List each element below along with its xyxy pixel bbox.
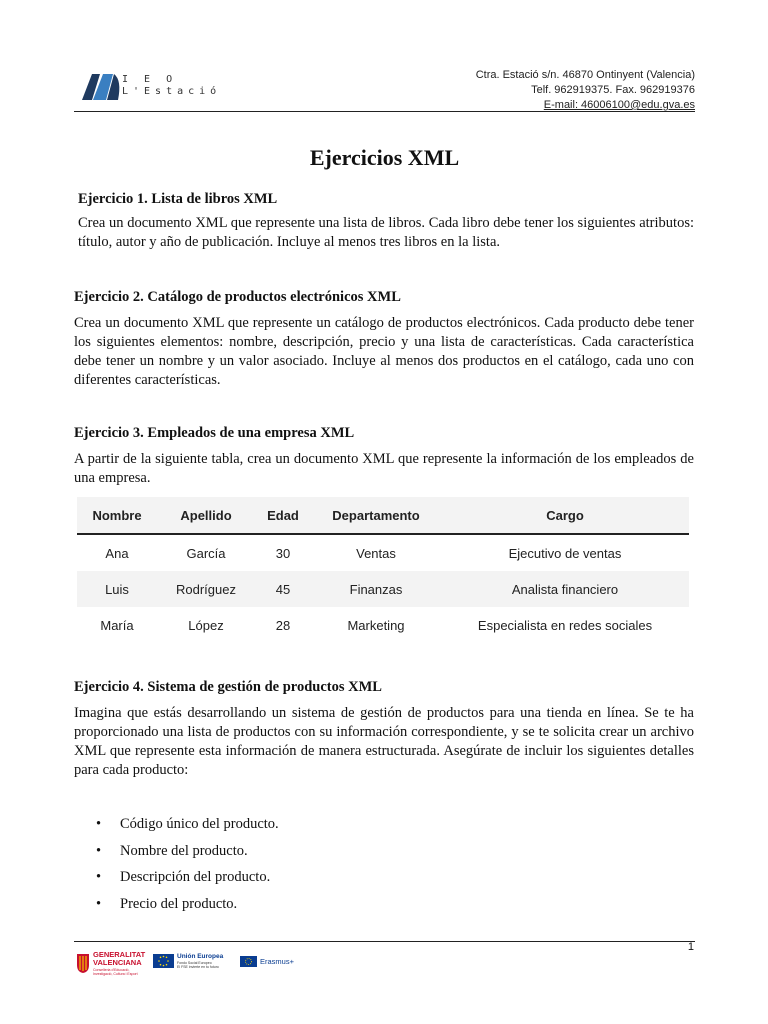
header-divider: [74, 111, 695, 112]
list-item: • Código único del producto.: [96, 816, 279, 832]
gva-shield-icon: [76, 952, 90, 974]
gva-logo-text: GENERALITAT VALENCIANA: [93, 950, 146, 967]
column-header: Nombre: [77, 497, 157, 534]
exercise-title: Ejercicio 2. Catálogo de productos electrónicos XML: [74, 289, 401, 305]
email-link[interactable]: E-mail: 46006100@edu.gva.es: [543, 99, 695, 111]
column-header: Departamento: [311, 497, 441, 534]
list-item: • Nombre del producto.: [96, 842, 248, 859]
column-header: Cargo: [441, 497, 689, 534]
exercise-body: Crea un documento XML que represente una lista de libros. Cada libro debe tener los siguientes atributos: título, autor y año de publicación. Incluye al menos tres libros en la lista.: [78, 215, 694, 250]
contact-info: [476, 68, 695, 113]
table-cell: 28: [275, 617, 291, 633]
employees-table: [77, 497, 689, 643]
table-cell: Ventas: [356, 545, 396, 561]
footer-divider: [74, 941, 695, 942]
bullet-icon: •: [96, 869, 102, 885]
exercise-3: [74, 425, 694, 488]
erasmus-flag-icon: [240, 956, 257, 967]
bullet-icon: •: [96, 895, 102, 912]
column-header: Apellido: [157, 497, 255, 534]
table-cell: Rodríguez: [157, 571, 255, 607]
gva-subtext: Conselleria d'Educació, Investigació, Cultura i Esport: [93, 968, 138, 976]
table-cell: Finanzas: [311, 571, 441, 607]
eu-subtext: Fondo Social Europeo El FSE invierte en tu futuro: [177, 961, 219, 969]
exercise-body: A partir de la siguiente tabla, crea un documento XML que represente la información de los empleados de una empresa.: [74, 451, 694, 486]
table-row: [77, 571, 689, 607]
table-cell: Ejecutivo de ventas: [508, 545, 622, 561]
eu-flag-icon: [153, 954, 174, 968]
list-item: • Descripción del producto.: [96, 869, 271, 885]
table-row: [77, 607, 689, 643]
table-cell: García: [186, 545, 226, 561]
table-cell: Marketing: [347, 617, 405, 633]
product-details-list: [96, 814, 279, 920]
exercise-1: [74, 191, 694, 252]
exercise-title: Ejercicio 1. Lista de libros XML: [78, 191, 278, 207]
table-cell: 45: [255, 571, 311, 607]
list-item: • Precio del producto.: [96, 895, 238, 912]
erasmus-label: Erasmus+: [260, 957, 294, 966]
bullet-icon: •: [96, 842, 102, 859]
table-row: [77, 534, 689, 571]
exercise-4: [74, 679, 694, 780]
table-cell: Especialista en redes sociales: [477, 617, 653, 633]
page-title: Ejercicios XML: [309, 145, 460, 170]
column-header: Edad: [255, 497, 311, 534]
exercise-2: [74, 289, 694, 390]
table-header-row: [77, 497, 689, 534]
logo-text: I E O L'Estació: [122, 74, 222, 97]
table-cell: María: [100, 617, 134, 633]
table-cell: López: [188, 617, 224, 633]
exercise-body: Crea un documento XML que represente un catálogo de productos electrónicos. Cada producto debe tener los siguientes elementos: nombre, descripción, precio y una lista de características. Cada característica debe tener un nombre y un valor asociado. Incluye al menos dos productos en el catálogo, cada uno con diferentes características.: [74, 315, 694, 388]
address: Ctra. Estació s/n. 46870 Ontinyent (Valencia): [475, 69, 695, 81]
page-number: 1: [687, 941, 694, 953]
exercise-body: Imagina que estás desarrollando un sistema de gestión de productos para una tienda en línea. Se te ha proporcionado una lista de productos con su información correspondiente, y se te solicita crear un archivo XML que represente esta información de manera estructurada. Asegúrate de incluir los siguientes detalles para cada producto:: [74, 705, 694, 778]
exercise-title: Ejercicio 3. Empleados de una empresa XML: [74, 425, 355, 441]
phone: Telf. 962919375. Fax. 962919376: [531, 84, 695, 96]
table-cell: 30: [275, 545, 291, 561]
bullet-icon: •: [96, 816, 102, 832]
table-cell: Analista financiero: [441, 571, 689, 607]
exercise-title: Ejercicio 4. Sistema de gestión de productos XML: [74, 679, 382, 695]
eu-title: Unión Europea: [177, 953, 224, 960]
table-cell: Luis: [77, 571, 157, 607]
table-cell: Ana: [105, 545, 129, 561]
footer-logos: [74, 948, 314, 978]
